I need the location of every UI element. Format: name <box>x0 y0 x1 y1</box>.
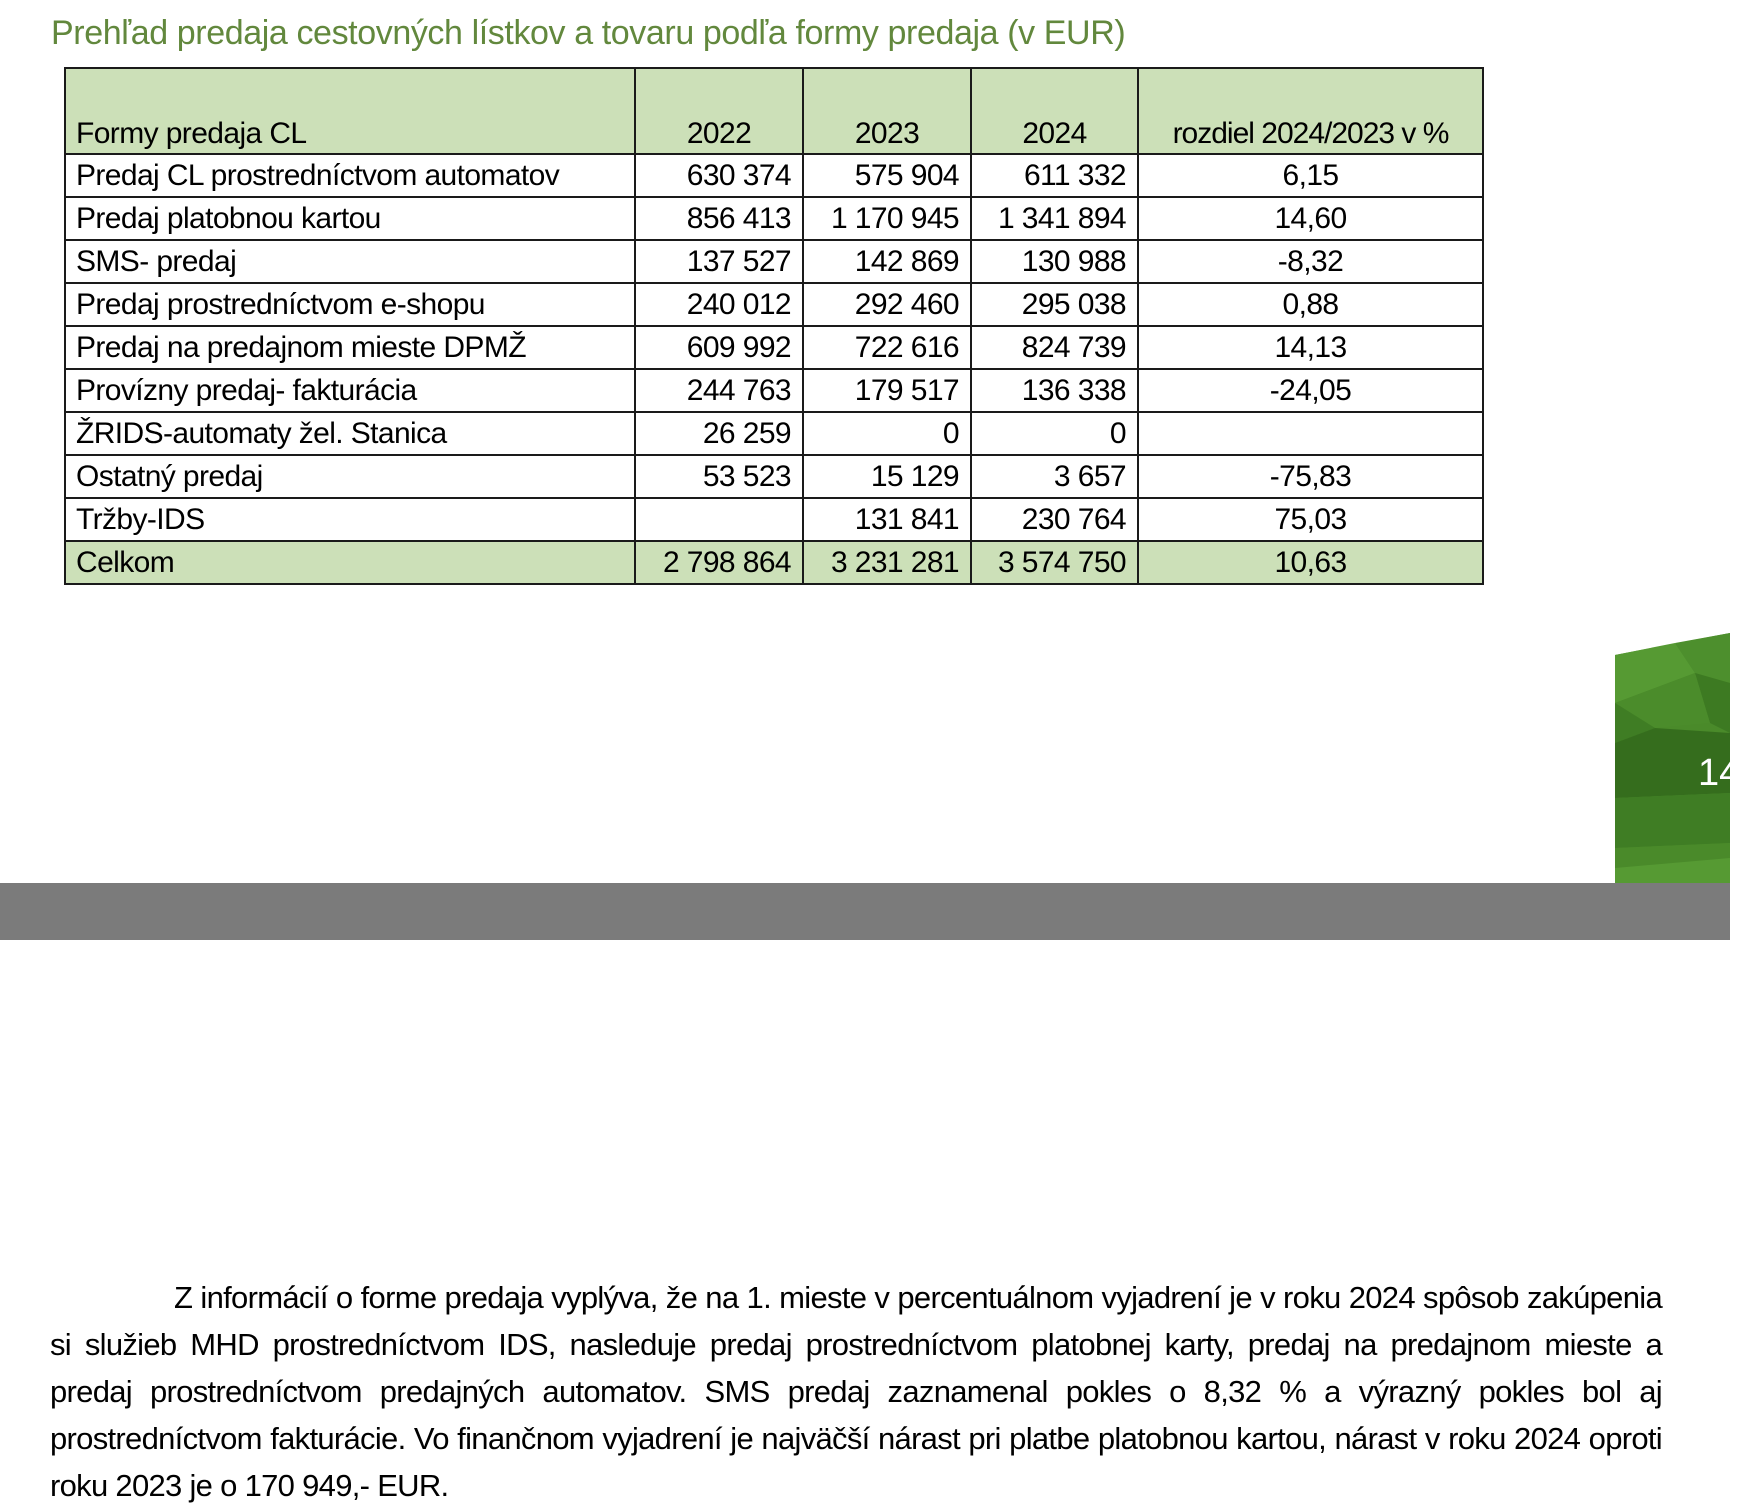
cell-2023: 575 904 <box>803 154 971 197</box>
cell-difference: -8,32 <box>1138 240 1483 283</box>
cell-2024: 0 <box>971 412 1138 455</box>
cell-2024: 3 657 <box>971 455 1138 498</box>
row-label: Provízny predaj- fakturácia <box>65 369 635 412</box>
sales-table <box>64 67 1484 585</box>
row-label: ŽRIDS-automaty žel. Stanica <box>65 412 635 455</box>
cell-2022: 53 523 <box>635 455 803 498</box>
row-label: Ostatný predaj <box>65 455 635 498</box>
cell-2023: 142 869 <box>803 240 971 283</box>
table-row <box>65 197 1483 240</box>
cell-2023: 292 460 <box>803 283 971 326</box>
total-2023: 3 231 281 <box>803 541 971 584</box>
cell-2022: 244 763 <box>635 369 803 412</box>
header-2024: 2024 <box>971 68 1138 154</box>
cell-2024: 295 038 <box>971 283 1138 326</box>
cell-2023: 15 129 <box>803 455 971 498</box>
table-row <box>65 369 1483 412</box>
cell-2022: 856 413 <box>635 197 803 240</box>
page-number: 14 <box>1698 752 1740 794</box>
header-forms: Formy predaja CL <box>65 68 635 154</box>
cell-2022: 26 259 <box>635 412 803 455</box>
cell-difference: 0,88 <box>1138 283 1483 326</box>
cell-2024: 230 764 <box>971 498 1138 541</box>
total-label: Celkom <box>65 541 635 584</box>
header-2023: 2023 <box>803 68 971 154</box>
header-difference: rozdiel 2024/2023 v % <box>1138 68 1483 154</box>
cell-difference: 14,60 <box>1138 197 1483 240</box>
footer-divider-bar <box>0 883 1730 940</box>
table-row <box>65 498 1483 541</box>
cell-2023: 179 517 <box>803 369 971 412</box>
cell-2024: 824 739 <box>971 326 1138 369</box>
table-header-row <box>65 68 1483 154</box>
cell-2022: 240 012 <box>635 283 803 326</box>
cell-2022 <box>635 498 803 541</box>
cell-2022: 137 527 <box>635 240 803 283</box>
cell-2024: 130 988 <box>971 240 1138 283</box>
table-total-row <box>65 541 1483 584</box>
total-difference: 10,63 <box>1138 541 1483 584</box>
cell-difference: 6,15 <box>1138 154 1483 197</box>
row-label: Predaj prostredníctvom e-shopu <box>65 283 635 326</box>
cell-2024: 611 332 <box>971 154 1138 197</box>
total-2022: 2 798 864 <box>635 541 803 584</box>
cell-2023: 131 841 <box>803 498 971 541</box>
row-label: SMS- predaj <box>65 240 635 283</box>
header-2022: 2022 <box>635 68 803 154</box>
cell-2023: 0 <box>803 412 971 455</box>
cell-difference: 14,13 <box>1138 326 1483 369</box>
cell-2024: 1 341 894 <box>971 197 1138 240</box>
row-label: Predaj na predajnom mieste DPMŽ <box>65 326 635 369</box>
table-title: Prehľad predaja cestovných lístkov a tovaru podľa formy predaja (v EUR) <box>51 14 1126 52</box>
cell-2023: 722 616 <box>803 326 971 369</box>
table-row <box>65 154 1483 197</box>
cell-difference: -24,05 <box>1138 369 1483 412</box>
cell-difference: -75,83 <box>1138 455 1483 498</box>
table-row <box>65 326 1483 369</box>
cell-2024: 136 338 <box>971 369 1138 412</box>
cell-difference <box>1138 412 1483 455</box>
row-label: Predaj platobnou kartou <box>65 197 635 240</box>
summary-paragraph: Z informácií o forme predaja vyplýva, že na 1. mieste v percentuálnom vyjadrení je v roku 2024 spôsob zakúpenia si služieb MHD prostredníctvom IDS, nasleduje predaj prostredníctvom platobnej karty, predaj na predajnom mieste a predaj prostredníctvom predajných automatov. SMS predaj zaznamenal pokles o 8,32 % a výrazný pokles bol aj prostredníctvom fakturácie. Vo finančnom vyjadrení je najväčší nárast pri platbe platobnou kartou, nárast v roku 2024 oproti roku 2023 je o 170 949,- EUR. <box>50 1280 1662 1503</box>
cell-2023: 1 170 945 <box>803 197 971 240</box>
cell-2022: 609 992 <box>635 326 803 369</box>
table-row <box>65 455 1483 498</box>
total-2024: 3 574 750 <box>971 541 1138 584</box>
row-label: Tržby-IDS <box>65 498 635 541</box>
cell-difference: 75,03 <box>1138 498 1483 541</box>
table-row <box>65 283 1483 326</box>
cell-2022: 630 374 <box>635 154 803 197</box>
row-label: Predaj CL prostredníctvom automatov <box>65 154 635 197</box>
table-row <box>65 240 1483 283</box>
table-row <box>65 412 1483 455</box>
